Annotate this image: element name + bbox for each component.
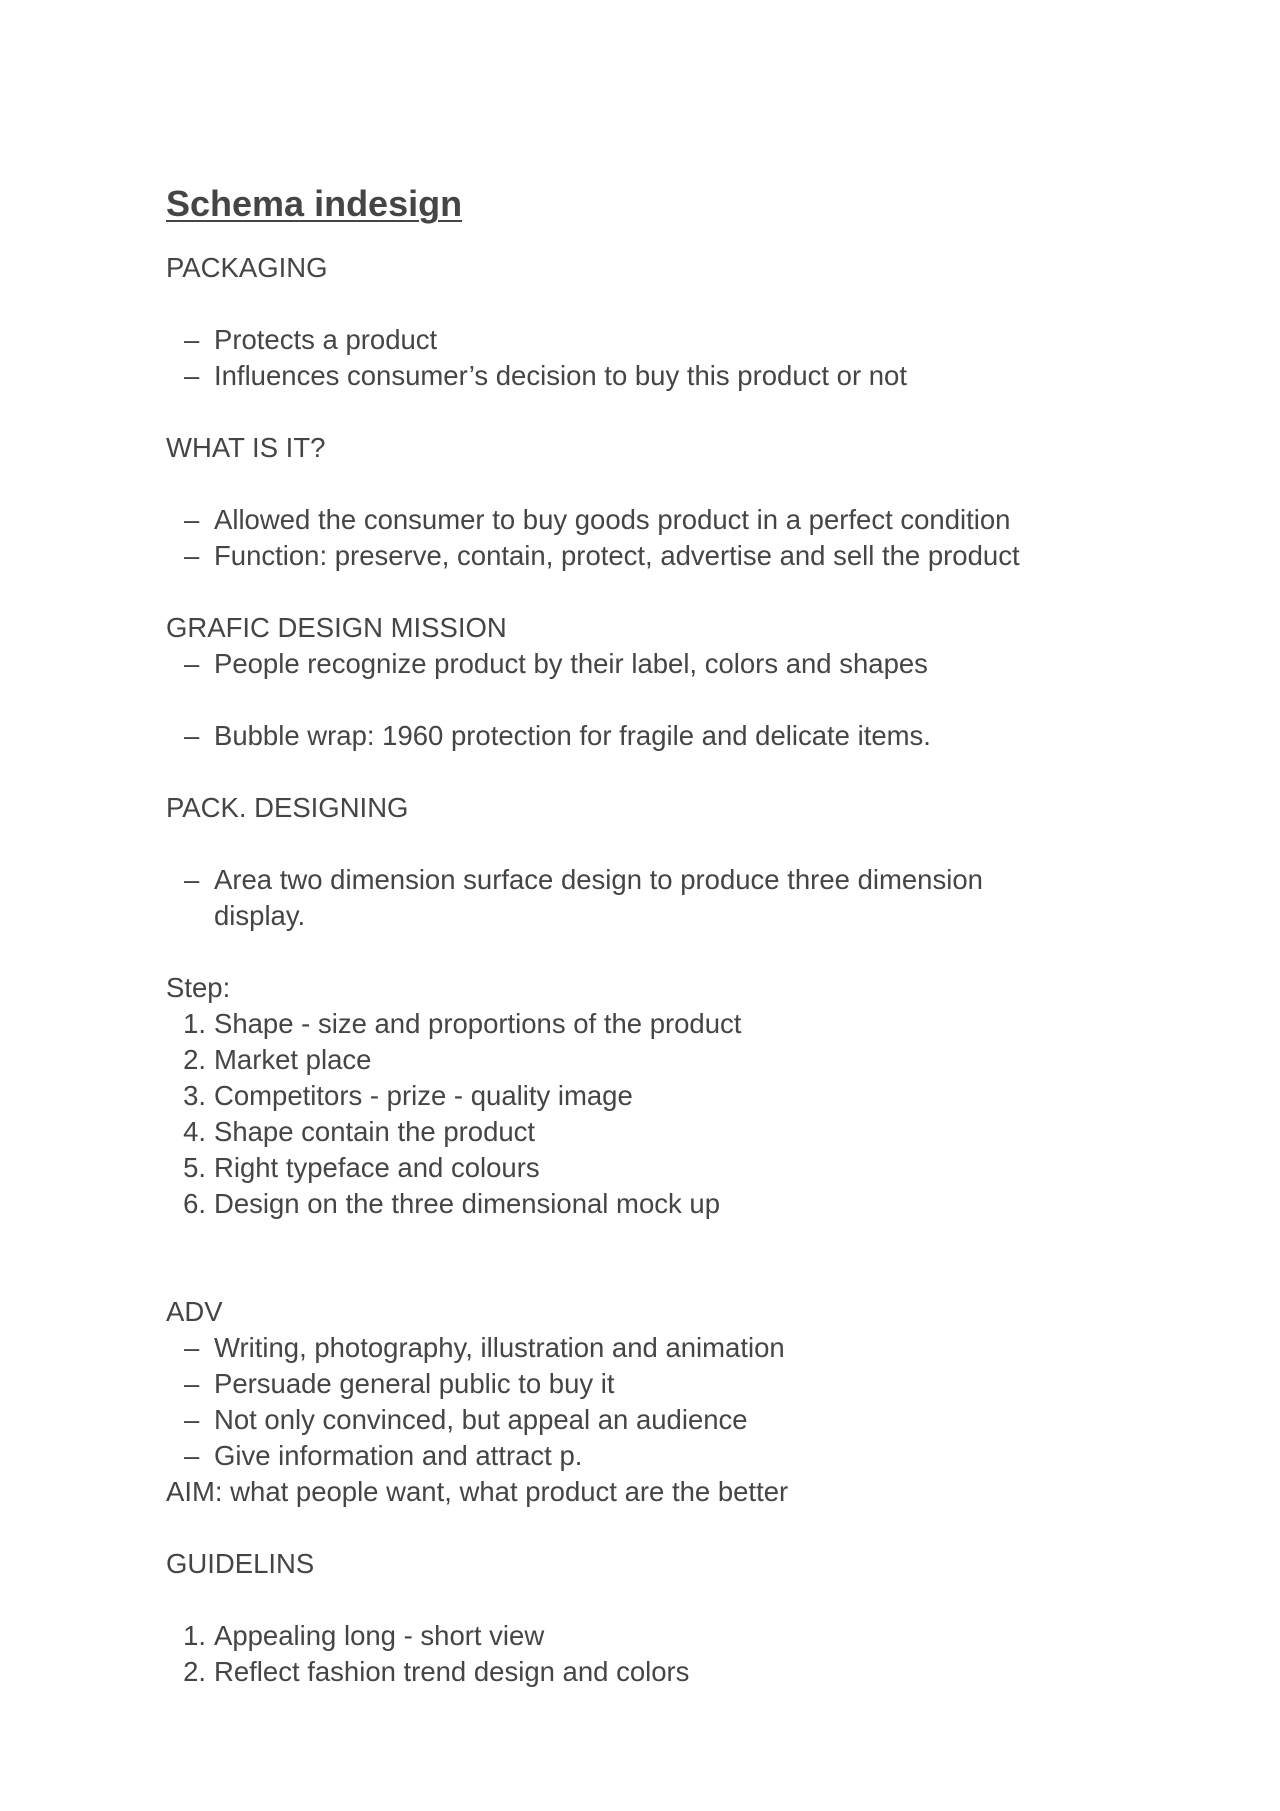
list-item: – Writing, photography, illustration and animation bbox=[166, 1330, 1126, 1366]
dash-marker: – bbox=[184, 360, 200, 391]
numbered-item: 6. Design on the three dimensional mock up bbox=[166, 1186, 1126, 1222]
list-item: – Bubble wrap: 1960 protection for fragile and delicate items. bbox=[166, 718, 1126, 754]
numbered-item: 1. Shape - size and proportions of the product bbox=[166, 1006, 1126, 1042]
section-heading-adv: ADV bbox=[166, 1296, 223, 1327]
number-marker: 4. bbox=[183, 1116, 206, 1147]
section-heading-what-is-it: WHAT IS IT? bbox=[166, 432, 326, 463]
number-marker: 6. bbox=[183, 1188, 206, 1219]
dash-marker: – bbox=[184, 1440, 200, 1471]
section-heading-step: Step: bbox=[166, 972, 231, 1003]
number-marker: 2. bbox=[183, 1656, 206, 1687]
number-marker: 1. bbox=[183, 1620, 206, 1651]
section-heading-packaging: PACKAGING bbox=[166, 252, 328, 283]
list-item: – Give information and attract p. bbox=[166, 1438, 1126, 1474]
list-item: – Protects a product bbox=[166, 322, 1126, 358]
dash-marker: – bbox=[184, 540, 200, 571]
list-item: – Allowed the consumer to buy goods product in a perfect condition bbox=[166, 502, 1126, 538]
numbered-item: 2. Reflect fashion trend design and colors bbox=[166, 1654, 1126, 1690]
numbered-item: 4. Shape contain the product bbox=[166, 1114, 1126, 1150]
dash-marker: – bbox=[184, 720, 200, 751]
list-item: – Not only convinced, but appeal an audience bbox=[166, 1402, 1126, 1438]
dash-marker: – bbox=[184, 1404, 200, 1435]
dash-marker: – bbox=[184, 1332, 200, 1363]
list-item: – Area two dimension surface design to produce three dimension display. bbox=[184, 864, 983, 931]
number-marker: 2. bbox=[183, 1044, 206, 1075]
number-marker: 3. bbox=[183, 1080, 206, 1111]
section-heading-grafic-design-mission: GRAFIC DESIGN MISSION bbox=[166, 612, 507, 643]
note-body bbox=[166, 250, 1126, 1690]
number-marker: 5. bbox=[183, 1152, 206, 1183]
dash-marker: – bbox=[184, 648, 200, 679]
list-item: – People recognize product by their label, colors and shapes bbox=[166, 646, 1126, 682]
aim-line: AIM: what people want, what product are the better bbox=[166, 1476, 789, 1507]
dash-marker: – bbox=[184, 1368, 200, 1399]
numbered-item: 5. Right typeface and colours bbox=[166, 1150, 1126, 1186]
note-page bbox=[166, 178, 1126, 1690]
list-item: – Function: preserve, contain, protect, advertise and sell the product bbox=[166, 538, 1126, 574]
section-heading-guidelins: GUIDELINS bbox=[166, 1548, 315, 1579]
dash-marker: – bbox=[184, 504, 200, 535]
numbered-item: 3. Competitors - prize - quality image bbox=[166, 1078, 1126, 1114]
list-item: – Persuade general public to buy it bbox=[166, 1366, 1126, 1402]
page-title: Schema indesign bbox=[166, 183, 463, 224]
dash-marker: – bbox=[184, 864, 200, 895]
list-item: – Influences consumer’s decision to buy this product or not bbox=[166, 358, 1126, 394]
section-heading-pack-designing: PACK. DESIGNING bbox=[166, 792, 409, 823]
numbered-item: 2. Market place bbox=[166, 1042, 1126, 1078]
number-marker: 1. bbox=[183, 1008, 206, 1039]
numbered-item: 1. Appealing long - short view bbox=[166, 1618, 1126, 1654]
dash-marker: – bbox=[184, 324, 200, 355]
